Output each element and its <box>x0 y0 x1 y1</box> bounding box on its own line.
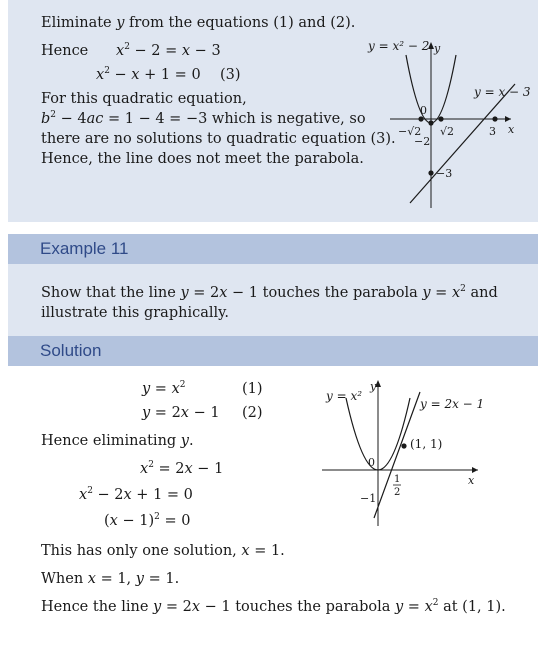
solution-step-2: $x^2 - 2x + 1 = 0$ <box>79 486 193 503</box>
top-y-min-label: −2 <box>414 135 431 148</box>
top-y-axis-label: y <box>434 42 441 55</box>
paragraph-line-4: Hence, the line does not meet the parabola. <box>41 151 364 167</box>
example-body <box>8 264 538 336</box>
top-point-y-int <box>428 170 433 175</box>
sol-line-label: y = 2x − 1 <box>420 397 485 411</box>
solution-eq-1-ref: (1) <box>242 381 263 397</box>
top-neg-root-label: −√2 <box>398 125 422 138</box>
example-header <box>8 234 538 264</box>
sol-line-curve <box>374 392 420 518</box>
paragraph-line-1: For this quadratic equation, <box>41 91 247 107</box>
top-origin-label: 0 <box>420 104 427 117</box>
top-x-arrow <box>505 116 511 122</box>
paragraph-line-2: $b^2 - 4ac = 1 - 4 = -3$ which is negative, so <box>41 110 366 127</box>
sol-x-int-num: 1 <box>394 474 401 485</box>
solution-graph <box>308 376 488 536</box>
sol-x-axis-label: x <box>468 474 475 487</box>
sol-point-label: (1, 1) <box>410 437 443 451</box>
sol-parabola-label: y = x² <box>326 389 363 403</box>
equation-b-ref: (3) <box>220 67 241 83</box>
equation-a: $x^2 - 2 = x - 3$ <box>116 42 221 59</box>
top-y-int-label: −3 <box>436 167 453 180</box>
solution-step-1: $x^2 = 2x - 1$ <box>140 460 224 477</box>
solution-step-3: $(x - 1)^2 = 0$ <box>104 512 191 529</box>
example-text-1: Show that the line y = 2x − 1 touches the parabola $y = x^2$ and <box>41 284 498 301</box>
equation-b: $x^2 - x + 1 = 0$ <box>96 66 201 83</box>
solution-title: Solution <box>40 341 102 360</box>
solution-eq-1: $y = x^2$ <box>142 380 186 397</box>
sol-y-int-label: −1 <box>360 492 377 505</box>
solution-conclusion-2: When x = 1, y = 1. <box>41 571 180 587</box>
solution-eq-2-ref: (2) <box>242 405 263 421</box>
sol-origin-label: 0 <box>368 456 375 469</box>
solution-eq-2: y = 2x − 1 <box>142 405 220 421</box>
top-parabola-label: y = x² − 2 <box>368 39 430 53</box>
top-point-pos-root <box>438 116 443 121</box>
top-point-neg-root <box>418 116 423 121</box>
solution-conclusion-1: This has only one solution, x = 1. <box>41 543 285 559</box>
solution-header <box>8 336 538 366</box>
solution-body <box>8 366 538 651</box>
top-pos-root-label: √2 <box>440 125 455 138</box>
sol-tangent-point <box>401 443 406 448</box>
example-title: Example 11 <box>40 239 129 258</box>
sol-x-arrow <box>472 467 478 473</box>
eliminate-line: Eliminate y from the equations (1) and (2). <box>41 15 356 31</box>
top-x-int-label: 3 <box>489 125 496 138</box>
top-point-y-min <box>428 120 433 125</box>
top-point-x-int <box>492 116 497 121</box>
top-graph <box>348 38 531 218</box>
solution-hence: Hence eliminating y. <box>41 433 194 449</box>
sol-x-int-den: 2 <box>394 487 401 498</box>
paragraph-line-3: there are no solutions to quadratic equation (3). <box>41 131 396 147</box>
solution-conclusion-3: Hence the line y = 2x − 1 touches the parabola $y = x^2$ at (1, 1). <box>41 598 506 615</box>
example-text-2: illustrate this graphically. <box>41 305 229 321</box>
top-panel <box>8 0 538 222</box>
sol-y-axis-label: y <box>370 380 377 393</box>
top-x-axis-label: x <box>508 123 515 136</box>
top-line-label: y = x − 3 <box>474 85 531 99</box>
hence-label: Hence <box>41 43 89 59</box>
